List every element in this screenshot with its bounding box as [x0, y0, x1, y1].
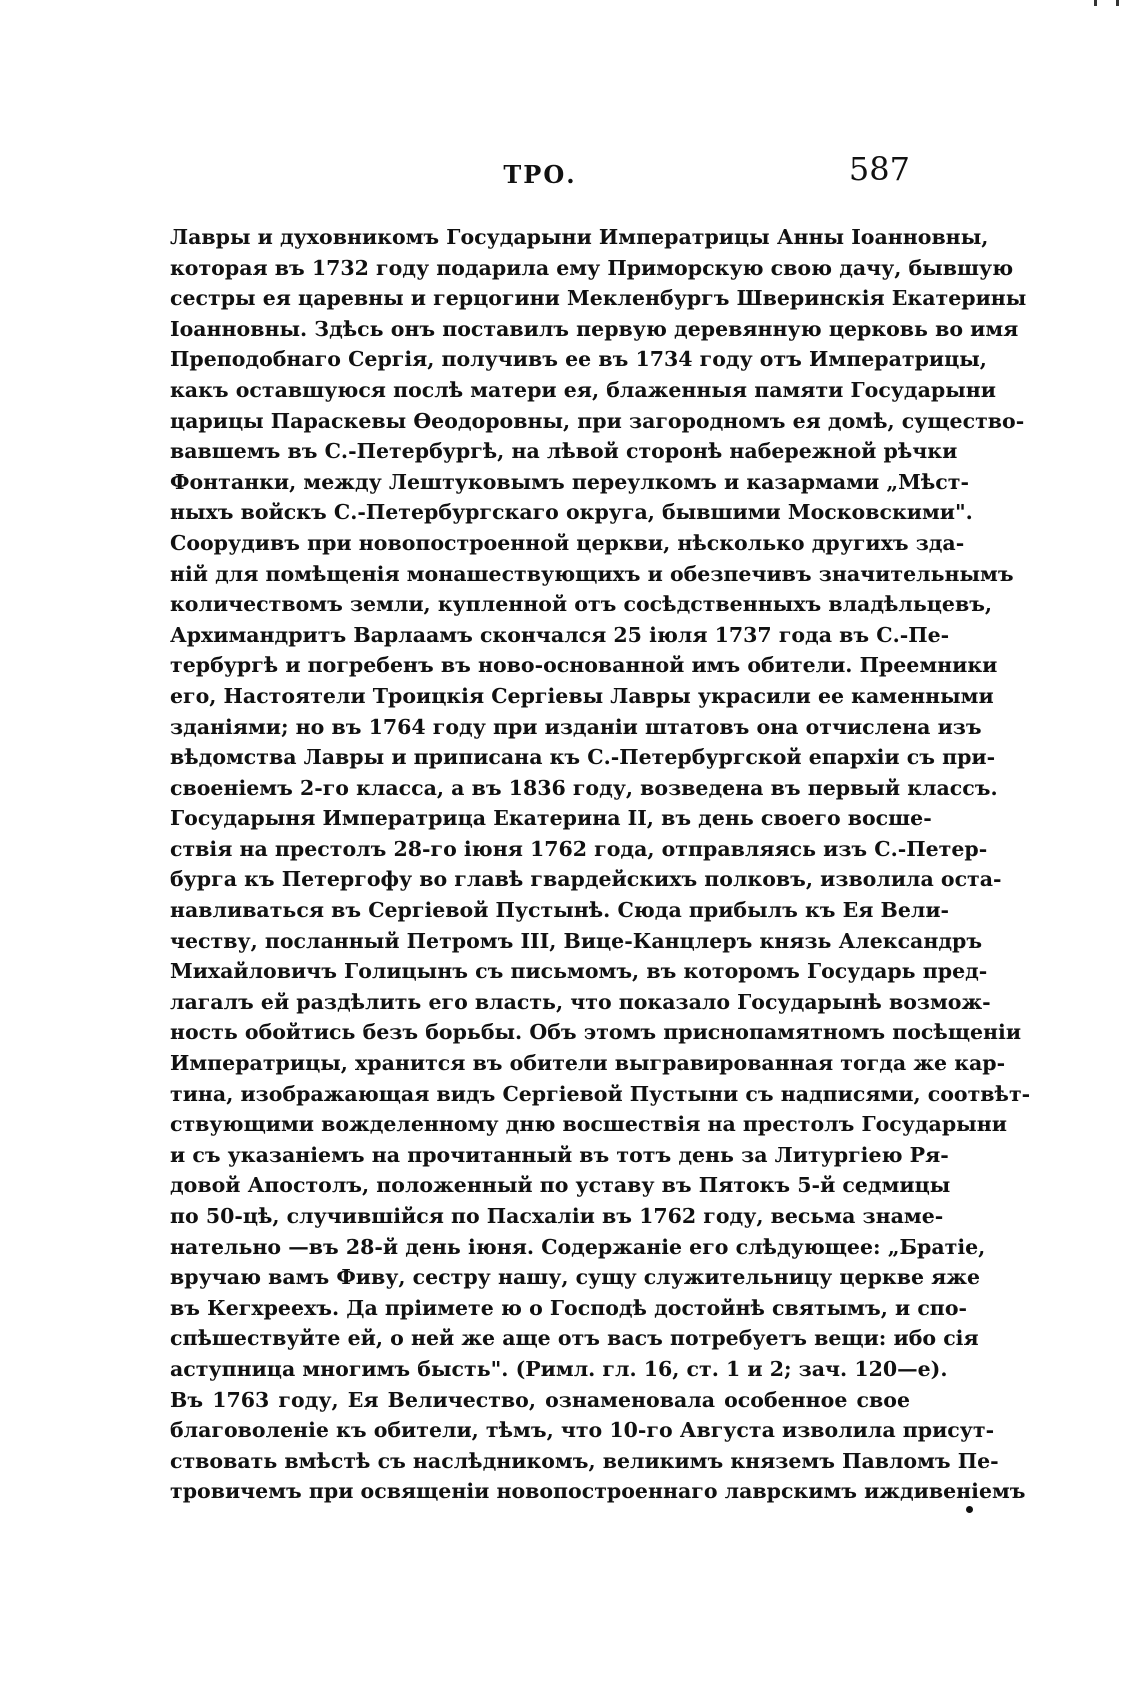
text-line: вавшемъ въ С.-Петербургѣ, на лѣвой сторонѣ набережной рѣчки: [170, 439, 958, 464]
running-head: ТРО.: [503, 160, 577, 189]
text-line: Михайловичъ Голицынъ съ письмомъ, въ которомъ Государь пред-: [170, 959, 988, 984]
text-line: зданіями; но въ 1764 году при изданіи штатовъ она отчислена изъ: [170, 714, 982, 739]
text-line: Императрицы, хранится въ обители выгравированная тогда же кар-: [170, 1051, 1006, 1076]
text-line: спѣшествуйте ей, о ней же аще отъ васъ потребуетъ вещи: ибо сія: [170, 1326, 979, 1351]
text-line: Соорудивъ при новопостроенной церкви, нѣсколько другихъ зда-: [170, 530, 965, 555]
text-line: бурга къ Петергофу во главѣ гвардейскихъ полковъ, изволила оста-: [170, 867, 1002, 892]
text-line: лагалъ ей раздѣлить его власть, что показало Государынѣ возмож-: [170, 989, 991, 1014]
text-line: ныхъ войскъ С.-Петербургскаго округа, бывшими Московскими".: [170, 500, 973, 525]
text-line: своеніемъ 2-го класса, а въ 1836 году, возведена въ первый классъ.: [170, 775, 998, 800]
text-line: въ Кегхреехъ. Да пріимете ю о Господѣ достойнѣ святымъ, и спо-: [170, 1295, 967, 1320]
text-line: ствія на престолъ 28-го іюня 1762 года, отправляясь изъ С.-Петер-: [170, 836, 988, 861]
text-line: благоволеніе къ обители, тѣмъ, что 10-го Августа изволила присут-: [170, 1418, 995, 1443]
text-line: ствующими вожделенному дню восшествія на престолъ Государыни: [170, 1112, 1007, 1137]
text-line: по 50-цѣ, случившійся по Пасхаліи въ 1762 году, весьма знаме-: [170, 1204, 944, 1228]
text-line: Преподобнаго Сергія, получивъ ее въ 1734 году отъ Императрицы,: [170, 347, 987, 372]
text-line: ствовать вмѣстѣ съ наслѣдникомъ, великимъ княземъ Павломъ Пе-: [170, 1448, 999, 1473]
text-line: Въ 1763 году, Ея Величество, ознаменовала особенное свое: [170, 1387, 910, 1412]
text-line: Архимандритъ Варлаамъ скончался 25 іюля 1737 года въ С.-Пе-: [170, 622, 950, 647]
text-line: сестры ея царевны и герцогини Мекленбургъ Шверинскія Екатерины: [170, 286, 1027, 311]
text-line: Государыня Императрица Екатерина II, въ день своего восше-: [170, 806, 932, 831]
text-line: Фонтанки, между Лештуковымъ переулкомъ и казармами „Мѣст-: [170, 469, 969, 494]
text-line: количествомъ земли, купленной отъ сосѣдственныхъ владѣльцевъ,: [170, 592, 993, 617]
text-line: тина, изображающая видъ Сергіевой Пустыни съ надписями, соотвѣт-: [170, 1081, 1031, 1106]
text-line: честву, посланный Петромъ III, Вице-Канцлеръ князь Александръ: [170, 928, 983, 953]
text-line: его, Настоятели Троицкія Сергіевы Лавры украсили ее каменными: [170, 683, 994, 708]
text-line: навливаться въ Сергіевой Пустынѣ. Сюда прибылъ къ Ея Вели-: [170, 898, 950, 923]
scan-edge-marks: [1090, 0, 1120, 8]
text-line: аступница многимъ бысть". (Римл. гл. 16, ст. 1 и 2; зач. 120—е).: [170, 1356, 948, 1381]
text-line: довой Апостолъ, положенный по уставу въ Пятокъ 5-й седмицы: [170, 1173, 951, 1198]
text-line: и съ указаніемъ на прочитанный въ тотъ день за Литургіею Ря-: [170, 1142, 949, 1167]
margin-dot-mark: [966, 1506, 973, 1513]
text-line: какъ оставшуюся послѣ матери ея, блаженныя памяти Государыни: [170, 377, 996, 402]
text-line: Іоанновны. Здѣсь онъ поставилъ первую деревянную церковь во имя: [170, 316, 1019, 341]
text-line: вѣдомства Лавры и приписана къ С.-Петербургской епархіи съ при-: [170, 745, 996, 770]
text-line: нательно —въ 28-й день іюня. Содержаніе его слѣдующее: „Братіе,: [170, 1234, 986, 1259]
text-line: Лавры и духовникомъ Государыни Императрицы Анны Іоанновны,: [170, 225, 989, 249]
text-line: вручаю вамъ Фиву, сестру нашу, сущу служительницу церкве яже: [170, 1265, 981, 1290]
text-line: ность обойтись безъ борьбы. Объ этомъ приснопамятномъ посѣщеніи: [170, 1020, 1022, 1045]
body-text: [170, 222, 1031, 1507]
text-line: тербургѣ и погребенъ въ ново-основанной имъ обители. Преемники: [170, 653, 998, 678]
text-line: царицы Параскевы Ѳеодоровны, при загородномъ ея домѣ, существо-: [170, 408, 1025, 433]
text-line: тровичемъ при освященіи новопостроеннаго лаврскимъ иждивеніемъ: [170, 1479, 1026, 1504]
page-header: [170, 150, 910, 190]
text-line: которая въ 1732 году подарила ему Приморскую свою дачу, бывшую: [170, 255, 1014, 280]
text-line: ній для помѣщенія монашествующихъ и обезпечивъ значительнымъ: [170, 561, 1014, 586]
page-number: 587: [848, 150, 910, 188]
